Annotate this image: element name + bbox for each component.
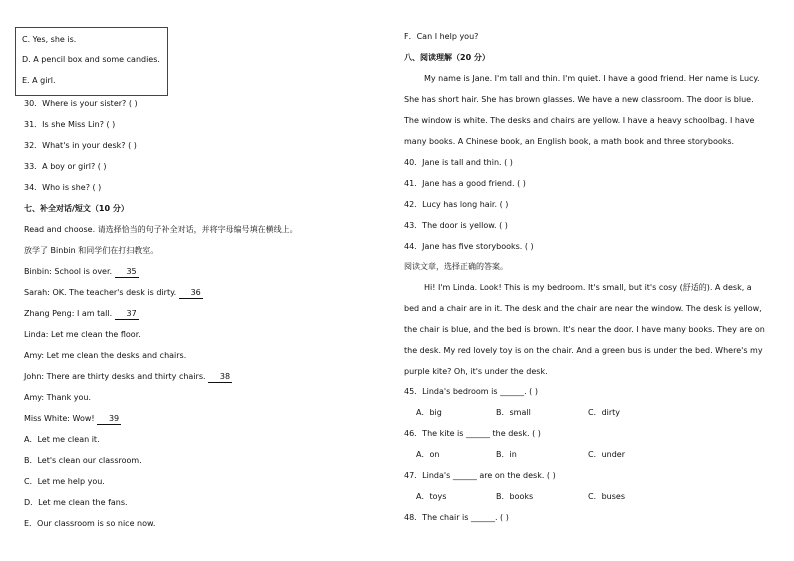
section-8-title: 八、阅读理解（20 分）	[404, 53, 490, 62]
question-30: 30．Where is your sister? ( )	[24, 99, 138, 108]
section-7-context: 放学了 Binbin 和同学们在打扫教室。	[24, 246, 159, 255]
passage-1-line-1: My name is Jane. I'm tall and thin. I'm quiet. I have a good friend. Her name is Lucy.	[424, 74, 760, 83]
option-a: A．toys	[416, 492, 447, 501]
blank-38: 38	[208, 372, 232, 383]
option-c: C．buses	[588, 492, 625, 501]
blank-36: 36	[179, 288, 203, 299]
question-47-options	[416, 492, 625, 502]
dialogue-line-amy: Amy: Let me clean the desks and chairs.	[24, 351, 187, 360]
section-7-instruction: Read and choose. 请选择恰当的句子补全对话，并将字母编号填在横线上。	[24, 225, 298, 234]
dialogue-line-thanks: Amy: Thank you.	[24, 393, 92, 402]
reading-instruction: 阅读文章，选择正确的答案。	[404, 262, 508, 271]
passage-2-line-3: the chair is blue, and the bed is brown. It's near the door. I have many books. They are on	[404, 325, 765, 334]
passage-2-line-2: bed and a chair are in it. The desk and the chair are near the window. The desk is yellow,	[404, 304, 762, 313]
blank-37: 37	[115, 309, 139, 320]
passage-2-line-1: Hi! I'm Linda. Look! This is my bedroom. It's small, but it's cosy (舒适的). A desk, a	[424, 283, 752, 292]
dialogue-line-35	[24, 267, 139, 278]
choice-d: D．Let me clean the fans.	[24, 498, 128, 507]
option-c: C．dirty	[588, 408, 621, 417]
passage-2-line-5: purple kite? Oh, it's under the desk.	[404, 367, 548, 376]
option-a: A．big	[416, 408, 442, 417]
question-48: 48．The chair is ______. ( )	[404, 513, 509, 522]
dialogue-line-37	[24, 309, 139, 320]
option-b: B．small	[496, 408, 531, 417]
section-7-title: 七、补全对话/短文（10 分）	[24, 204, 129, 213]
passage-1-line-3: The window is white. The desks and chairs are yellow. I have a heavy schoolbag. I have	[404, 116, 755, 125]
dialogue-line-38	[24, 372, 232, 383]
option-c: C．under	[588, 450, 626, 459]
choice-c: C．Let me help you.	[24, 477, 105, 486]
dialogue-line-36	[24, 288, 203, 299]
option-b: B．in	[496, 450, 517, 459]
dialogue-line-linda: Linda: Let me clean the floor.	[24, 330, 141, 339]
question-40: 40．Jane is tall and thin. ( )	[404, 158, 513, 167]
passage-1-line-4: many books. A Chinese book, an English book, a math book and three storybooks.	[404, 137, 735, 146]
question-47: 47．Linda's ______ are on the desk. ( )	[404, 471, 556, 480]
question-33: 33．A boy or girl? ( )	[24, 162, 107, 171]
option-f: F．Can I help you?	[404, 32, 479, 41]
passage-1-line-2: She has short hair. She has brown glasses. We have a new classroom. The door is blue.	[404, 95, 754, 104]
question-45-options	[416, 408, 620, 418]
question-45: 45．Linda's bedroom is ______. ( )	[404, 387, 538, 396]
blank-35: 35	[115, 267, 139, 278]
box-option-d: D. A pencil box and some candies.	[22, 55, 160, 64]
choice-e: E．Our classroom is so nice now.	[24, 519, 156, 528]
question-41: 41．Jane has a good friend. ( )	[404, 179, 526, 188]
dialogue-text: Sarah: OK. The teacher's desk is dirty.	[24, 288, 179, 297]
passage-2-line-4: the desk. My red lovely toy is on the chair. And a green bus is under the bed. Where's my	[404, 346, 763, 355]
dialogue-text: Miss White: Wow!	[24, 414, 98, 423]
box-option-c: C. Yes, she is.	[22, 35, 77, 44]
option-b: B．books	[496, 492, 534, 501]
box-option-e: E. A girl.	[22, 76, 56, 85]
question-34: 34．Who is she? ( )	[24, 183, 102, 192]
option-a: A．on	[416, 450, 440, 459]
question-44: 44．Jane has five storybooks. ( )	[404, 242, 534, 251]
choice-a: A．Let me clean it.	[24, 435, 100, 444]
question-42: 42．Lucy has long hair. ( )	[404, 200, 509, 209]
dialogue-line-39	[24, 414, 121, 425]
question-46-options	[416, 450, 625, 460]
dialogue-text: Binbin: School is over.	[24, 267, 115, 276]
dialogue-text: John: There are thirty desks and thirty chairs.	[24, 372, 209, 381]
question-31: 31．Is she Miss Lin? ( )	[24, 120, 116, 129]
choice-b: B．Let's clean our classroom.	[24, 456, 142, 465]
question-46: 46．The kite is ______ the desk. ( )	[404, 429, 541, 438]
question-32: 32．What's in your desk? ( )	[24, 141, 137, 150]
blank-39: 39	[97, 414, 121, 425]
dialogue-text: Zhang Peng: I am tall.	[24, 309, 115, 318]
question-43: 43．The door is yellow. ( )	[404, 221, 508, 230]
